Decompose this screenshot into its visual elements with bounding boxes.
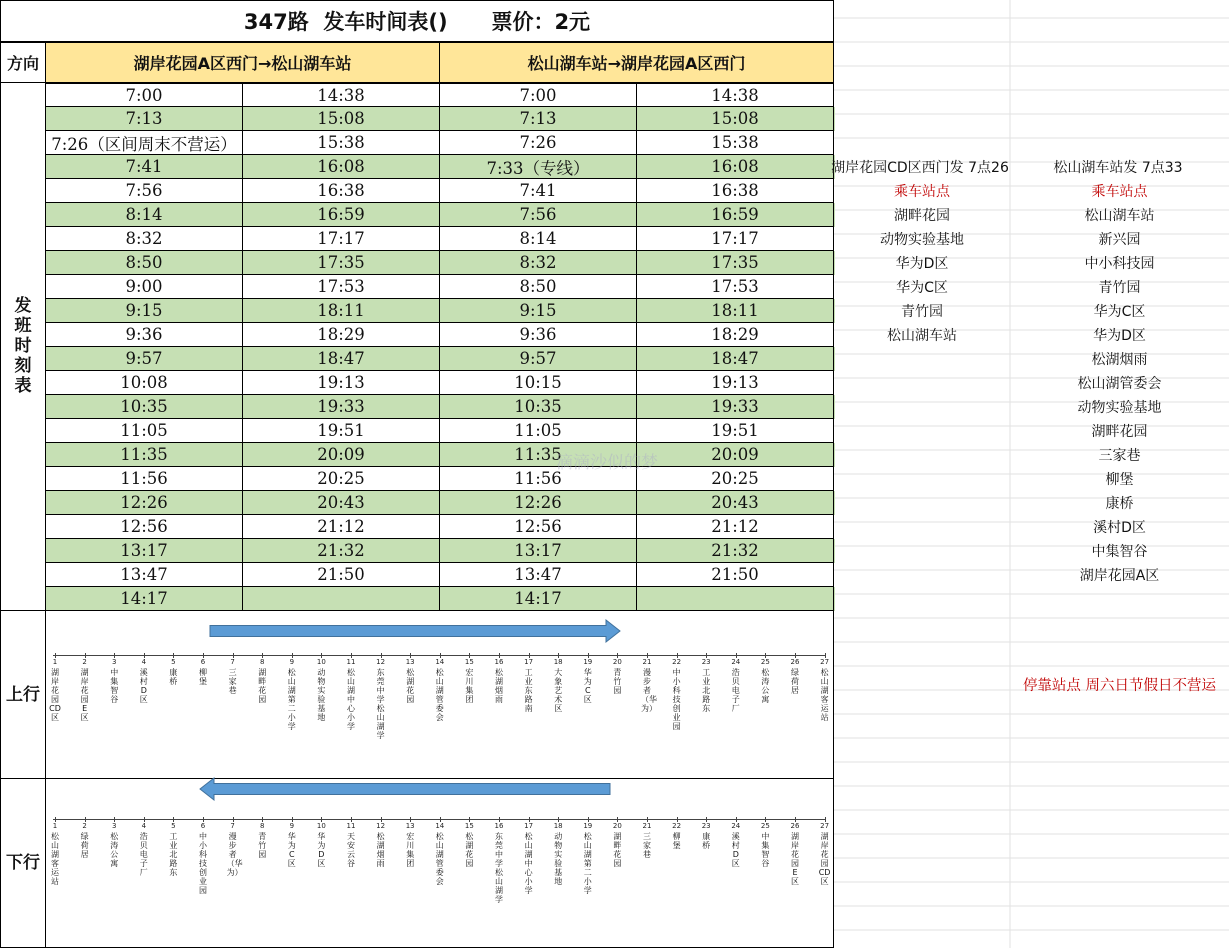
stop-number: 6 — [200, 822, 206, 830]
departure-time-cell: 12:56 — [46, 515, 243, 539]
stop-name: 康桥 — [169, 668, 178, 686]
departure-time-cell: 7:56 — [440, 203, 637, 227]
stop-number: 11 — [346, 658, 356, 666]
stop-name: 松湖烟雨 — [495, 668, 503, 704]
timetable-row — [46, 347, 835, 371]
stop-number: 12 — [376, 822, 386, 830]
departure-time-cell: 16:38 — [637, 179, 834, 203]
departure-time-cell: 9:15 — [440, 299, 637, 323]
down-route-map — [45, 778, 834, 948]
departure-time-cell: 9:00 — [46, 275, 243, 299]
departure-time-cell: 13:17 — [46, 539, 243, 563]
stop-number: 9 — [289, 822, 295, 830]
right-stop-item: 华为C区 — [1093, 304, 1146, 320]
stop-number: 14 — [435, 658, 445, 666]
timetable-row — [46, 179, 835, 203]
departure-time-cell: 11:56 — [46, 467, 243, 491]
stop-name: 松山湖管委会 — [435, 832, 444, 886]
right-stop-item: 青竹园 — [1098, 280, 1141, 296]
departure-time-cell: 15:08 — [637, 107, 834, 131]
stop-name: 湖岸花园CD区 — [818, 832, 831, 886]
stop-name: 宏川集团 — [406, 832, 415, 868]
timetable-row — [46, 227, 835, 251]
stop-name: 漫步者（华为） — [641, 668, 657, 713]
right-stop-item: 柳堡 — [1105, 472, 1134, 488]
departure-time-cell: 20:43 — [637, 491, 834, 515]
stop-name: 天安云谷 — [347, 832, 355, 868]
stop-name: 松湖花园 — [465, 832, 474, 868]
timetable-row — [46, 371, 835, 395]
departure-time-cell: 21:32 — [637, 539, 834, 563]
departure-time-cell: 15:38 — [637, 131, 834, 155]
departure-time-cell: 16:08 — [637, 155, 834, 179]
departure-time-cell: 17:35 — [243, 251, 440, 275]
departure-time-cell: 10:35 — [440, 395, 637, 419]
right-stop-item: 三家巷 — [1098, 448, 1141, 464]
timetable-row — [46, 275, 835, 299]
stop-name: 溪村D区 — [139, 668, 148, 704]
down-label: 下行 — [6, 853, 40, 873]
departure-time-cell: 11:05 — [440, 419, 637, 443]
departure-time-cell: 20:25 — [637, 467, 834, 491]
departure-time-cell: 7:26（区间周末不营运） — [46, 131, 243, 155]
stop-name: 浩贝电子厂 — [139, 832, 148, 877]
stop-number: 4 — [141, 658, 147, 666]
timetable-row — [46, 299, 835, 323]
stop-name: 东莞中学松山湖学 — [495, 832, 503, 904]
stop-number: 13 — [405, 658, 415, 666]
stop-number: 17 — [524, 822, 534, 830]
stop-number: 13 — [405, 822, 415, 830]
title-text: 347路 发车时间表() 票价：2元 — [243, 10, 591, 34]
right-stop-item: 中小科技园 — [1084, 256, 1155, 272]
stop-name: 溪村D区 — [731, 832, 740, 868]
timetable-row — [46, 203, 835, 227]
stop-number: 4 — [141, 822, 147, 830]
stop-name: 松山湖管委会 — [435, 668, 444, 722]
left-stop-item: 青竹园 — [901, 304, 943, 320]
stop-name: 湖岸花园E区 — [791, 832, 799, 886]
stop-name: 中集智谷 — [761, 832, 770, 868]
timetable-row — [46, 515, 835, 539]
stop-name: 青竹园 — [613, 668, 622, 695]
departure-time-cell: 14:38 — [637, 83, 834, 107]
departure-time-cell: 19:13 — [243, 371, 440, 395]
departure-time-cell: 17:17 — [243, 227, 440, 251]
stop-name: 松涛公寓 — [761, 668, 770, 704]
stop-number: 26 — [790, 658, 800, 666]
timetable-row — [46, 131, 835, 155]
departure-time-cell: 18:29 — [637, 323, 834, 347]
stop-number: 19 — [583, 658, 593, 666]
left-stop-item: 动物实验基地 — [880, 232, 964, 248]
departure-time-cell: 21:50 — [637, 563, 834, 587]
stop-number: 21 — [642, 658, 652, 666]
up-label-cell — [0, 610, 46, 779]
direction-label-cell — [0, 42, 46, 83]
departure-time-cell — [243, 587, 440, 611]
departure-time-cell: 16:59 — [243, 203, 440, 227]
timetable-label: 发班时刻表 — [14, 296, 32, 396]
stop-name: 大象艺术区 — [554, 668, 563, 713]
stop-number: 11 — [346, 822, 356, 830]
departure-time-cell: 18:11 — [243, 299, 440, 323]
stop-name: 东莞中学松山湖学 — [376, 668, 385, 740]
stop-number: 19 — [583, 822, 593, 830]
timetable-row — [46, 491, 835, 515]
stop-name: 漫步者（华为） — [226, 832, 243, 877]
stop-number: 20 — [612, 658, 622, 666]
timetable-row — [46, 251, 835, 275]
stop-name: 康桥 — [702, 832, 711, 850]
stop-name: 三家巷 — [643, 832, 651, 859]
stop-number: 24 — [731, 658, 741, 666]
departure-time-cell: 16:59 — [637, 203, 834, 227]
timetable-row — [46, 107, 835, 131]
departure-time-cell: 21:32 — [243, 539, 440, 563]
right-stop-item: 松湖烟雨 — [1091, 352, 1148, 368]
stop-number: 3 — [111, 658, 117, 666]
stop-number: 22 — [672, 822, 682, 830]
departure-time-cell: 7:00 — [46, 83, 243, 107]
departure-time-cell: 8:32 — [46, 227, 243, 251]
stop-name: 松山湖第二小学 — [583, 832, 592, 895]
right-stop-item: 松山湖车站 — [1084, 208, 1155, 224]
left-stops-heading: 乘车站点 — [894, 184, 950, 200]
departure-time-cell: 19:51 — [637, 419, 834, 443]
departure-time-cell: 12:26 — [440, 491, 637, 515]
departure-time-cell: 18:47 — [243, 347, 440, 371]
timetable-row — [46, 587, 835, 611]
stop-number: 15 — [464, 822, 474, 830]
departure-time-cell: 13:47 — [46, 563, 243, 587]
stop-name: 柳堡 — [199, 668, 207, 686]
stop-number: 5 — [171, 658, 176, 666]
right-stop-item: 动物实验基地 — [1077, 400, 1162, 416]
departure-time-cell: 9:36 — [46, 323, 243, 347]
stop-number: 25 — [760, 658, 770, 666]
departure-time-cell: 21:12 — [243, 515, 440, 539]
stop-number: 17 — [524, 658, 534, 666]
timetable-row — [46, 395, 835, 419]
stop-name: 松山湖第二小学 — [287, 668, 296, 731]
right-stop-item: 新兴园 — [1098, 232, 1141, 248]
departure-time-cell: 7:13 — [440, 107, 637, 131]
departure-time-cell: 10:08 — [46, 371, 243, 395]
stop-number: 24 — [731, 822, 741, 830]
departure-time-cell: 18:11 — [637, 299, 834, 323]
stop-number: 6 — [200, 658, 206, 666]
stop-number: 12 — [376, 658, 386, 666]
departure-time-cell: 20:25 — [243, 467, 440, 491]
stop-name: 中小科技创业园 — [199, 832, 207, 895]
schedule-note: 停靠站点 周六日节假日不营运 — [1022, 678, 1217, 694]
departure-time-cell: 16:08 — [243, 155, 440, 179]
departure-time-cell: 8:14 — [440, 227, 637, 251]
stop-name: 柳堡 — [672, 832, 681, 850]
departure-time-cell: 10:15 — [440, 371, 637, 395]
timetable-grid — [45, 83, 834, 611]
timetable-label-cell — [0, 82, 46, 611]
departure-time-cell: 7:13 — [46, 107, 243, 131]
left-stop-item: 湖畔花园 — [894, 208, 950, 224]
watermark: 滴滴沙似的梦 — [556, 453, 658, 473]
departure-time-cell: 17:35 — [637, 251, 834, 275]
departure-time-cell: 12:26 — [46, 491, 243, 515]
stop-name: 湖岸花园CD区 — [49, 668, 61, 722]
stop-name: 松山湖中心小学 — [524, 832, 533, 895]
right-stop-item: 溪村D区 — [1093, 520, 1146, 536]
departure-time-cell: 13:17 — [440, 539, 637, 563]
departure-time-cell: 19:33 — [637, 395, 834, 419]
departure-time-cell — [637, 587, 834, 611]
stop-name: 动物实验基地 — [554, 832, 563, 886]
departure-time-cell: 15:08 — [243, 107, 440, 131]
stop-number: 22 — [672, 658, 682, 666]
stop-name: 湖岸花园E区 — [80, 668, 89, 722]
timetable-row — [46, 323, 835, 347]
departure-time-cell: 7:00 — [440, 83, 637, 107]
stop-name: 湖畔花园 — [613, 832, 622, 868]
stop-name: 华为C区 — [287, 832, 296, 868]
stop-name: 动物实验基地 — [317, 668, 326, 722]
stop-number: 3 — [111, 822, 117, 830]
right-special-title: 松山湖车站发 7点33 — [1053, 160, 1183, 176]
departure-time-cell: 20:09 — [243, 443, 440, 467]
stop-name: 中集智谷 — [110, 668, 119, 704]
timetable-row — [46, 563, 835, 587]
right-stops-heading: 乘车站点 — [1091, 184, 1148, 200]
departure-time-cell: 19:51 — [243, 419, 440, 443]
stop-number: 26 — [790, 822, 800, 830]
direction-label: 方向 — [6, 54, 39, 73]
stop-number: 5 — [171, 822, 176, 830]
stop-name: 青竹园 — [258, 832, 267, 859]
timetable-row — [46, 443, 835, 467]
departure-time-cell: 9:57 — [46, 347, 243, 371]
right-stop-item: 松山湖管委会 — [1077, 376, 1162, 392]
stop-name: 浩贝电子厂 — [731, 668, 740, 713]
departure-time-cell: 20:09 — [637, 443, 834, 467]
stop-number: 9 — [289, 658, 295, 666]
stop-number: 25 — [760, 822, 770, 830]
stop-name: 松山湖客运站 — [820, 668, 829, 722]
stop-number: 18 — [553, 822, 563, 830]
stop-number: 10 — [316, 822, 326, 830]
stop-name: 工业东路南 — [524, 668, 533, 713]
stop-number: 2 — [82, 658, 87, 666]
departure-time-cell: 7:26 — [440, 131, 637, 155]
departure-time-cell: 11:35 — [46, 443, 243, 467]
stop-number: 15 — [464, 658, 474, 666]
departure-time-cell: 7:41 — [440, 179, 637, 203]
stop-name: 松涛公寓 — [110, 832, 119, 868]
stop-number: 10 — [316, 658, 326, 666]
departure-time-cell: 8:32 — [440, 251, 637, 275]
left-special-title: 湖岸花园CD区西门发 7点26 — [831, 160, 1009, 176]
stop-number: 7 — [230, 822, 235, 830]
departure-time-cell: 21:50 — [243, 563, 440, 587]
stop-number: 21 — [642, 822, 652, 830]
departure-time-cell: 8:50 — [46, 251, 243, 275]
departure-time-cell: 14:38 — [243, 83, 440, 107]
inbound-direction-header — [439, 42, 834, 83]
departure-time-cell: 9:36 — [440, 323, 637, 347]
stop-number: 27 — [820, 822, 830, 830]
right-stop-item: 康桥 — [1105, 496, 1134, 512]
stop-number: 1 — [52, 658, 58, 666]
stop-number: 1 — [52, 822, 58, 830]
departure-time-cell: 9:15 — [46, 299, 243, 323]
stop-name: 绿荷居 — [80, 832, 89, 859]
stop-number: 20 — [612, 822, 622, 830]
timetable-row — [46, 539, 835, 563]
right-stop-item: 湖畔花园 — [1091, 424, 1148, 440]
departure-time-cell: 15:38 — [243, 131, 440, 155]
departure-time-cell: 16:38 — [243, 179, 440, 203]
stop-number: 18 — [553, 658, 563, 666]
departure-time-cell: 19:13 — [637, 371, 834, 395]
stop-name: 华为D区 — [317, 832, 326, 868]
departure-time-cell: 11:05 — [46, 419, 243, 443]
departure-time-cell: 11:35 — [440, 443, 637, 467]
stop-number: 16 — [494, 658, 504, 666]
stop-name: 工业北路东 — [702, 668, 711, 713]
timetable-row — [46, 155, 835, 179]
down-label-cell — [0, 778, 46, 948]
stop-name: 宏川集团 — [465, 668, 474, 704]
right-stop-item: 华为D区 — [1093, 328, 1146, 344]
left-stop-item: 松山湖车站 — [887, 328, 957, 344]
departure-time-cell: 7:33（专线） — [440, 155, 637, 179]
departure-time-cell: 14:17 — [46, 587, 243, 611]
stop-number: 8 — [259, 658, 265, 666]
departure-time-cell: 17:17 — [637, 227, 834, 251]
stop-name: 松山湖客运站 — [51, 832, 59, 886]
departure-time-cell: 7:56 — [46, 179, 243, 203]
departure-time-cell: 17:53 — [637, 275, 834, 299]
stop-number: 16 — [494, 822, 504, 830]
departure-time-cell: 13:47 — [440, 563, 637, 587]
departure-time-cell: 12:56 — [440, 515, 637, 539]
timetable-row — [46, 83, 835, 107]
stop-number: 23 — [701, 822, 711, 830]
stop-name: 松湖花园 — [406, 668, 415, 704]
departure-time-cell: 7:41 — [46, 155, 243, 179]
inbound-direction-text: 松山湖车站→湖岸花园A区西门 — [527, 54, 746, 73]
departure-time-cell: 11:56 — [440, 467, 637, 491]
right-stop-item: 湖岸花园A区 — [1079, 568, 1160, 584]
stop-name: 绿荷居 — [791, 668, 799, 695]
page-title — [0, 0, 834, 42]
up-route-map — [45, 610, 834, 779]
departure-time-cell: 20:43 — [243, 491, 440, 515]
outbound-direction-text: 湖岸花园A区西门→松山湖车站 — [133, 54, 352, 73]
stop-number: 14 — [435, 822, 445, 830]
stop-name: 工业北路东 — [169, 832, 178, 877]
stop-name: 中小科技创业园 — [672, 668, 681, 731]
stop-number: 23 — [701, 658, 711, 666]
right-stop-item: 中集智谷 — [1091, 544, 1148, 560]
departure-time-cell: 18:47 — [637, 347, 834, 371]
departure-time-cell: 17:53 — [243, 275, 440, 299]
departure-time-cell: 8:50 — [440, 275, 637, 299]
departure-time-cell: 10:35 — [46, 395, 243, 419]
departure-time-cell: 19:33 — [243, 395, 440, 419]
departure-time-cell: 21:12 — [637, 515, 834, 539]
left-stop-item: 华为C区 — [896, 280, 948, 296]
departure-time-cell: 14:17 — [440, 587, 637, 611]
stop-number: 7 — [230, 658, 235, 666]
stop-name: 松湖烟雨 — [376, 832, 385, 868]
stop-name: 湖畔花园 — [258, 668, 267, 704]
up-direction-arrow — [45, 616, 834, 676]
departure-time-cell: 18:29 — [243, 323, 440, 347]
up-label: 上行 — [6, 684, 40, 705]
timetable-row — [46, 419, 835, 443]
outbound-direction-header — [45, 42, 440, 83]
stop-name: 华为C区 — [583, 668, 592, 704]
left-stop-item: 华为D区 — [895, 256, 949, 272]
stop-name: 松山湖中心小学 — [347, 668, 355, 731]
stop-name: 三家巷 — [228, 668, 237, 695]
departure-time-cell: 8:14 — [46, 203, 243, 227]
stop-number: 2 — [82, 822, 87, 830]
timetable-row — [46, 467, 835, 491]
stop-number: 27 — [820, 658, 830, 666]
stop-number: 8 — [259, 822, 265, 830]
departure-time-cell: 9:57 — [440, 347, 637, 371]
